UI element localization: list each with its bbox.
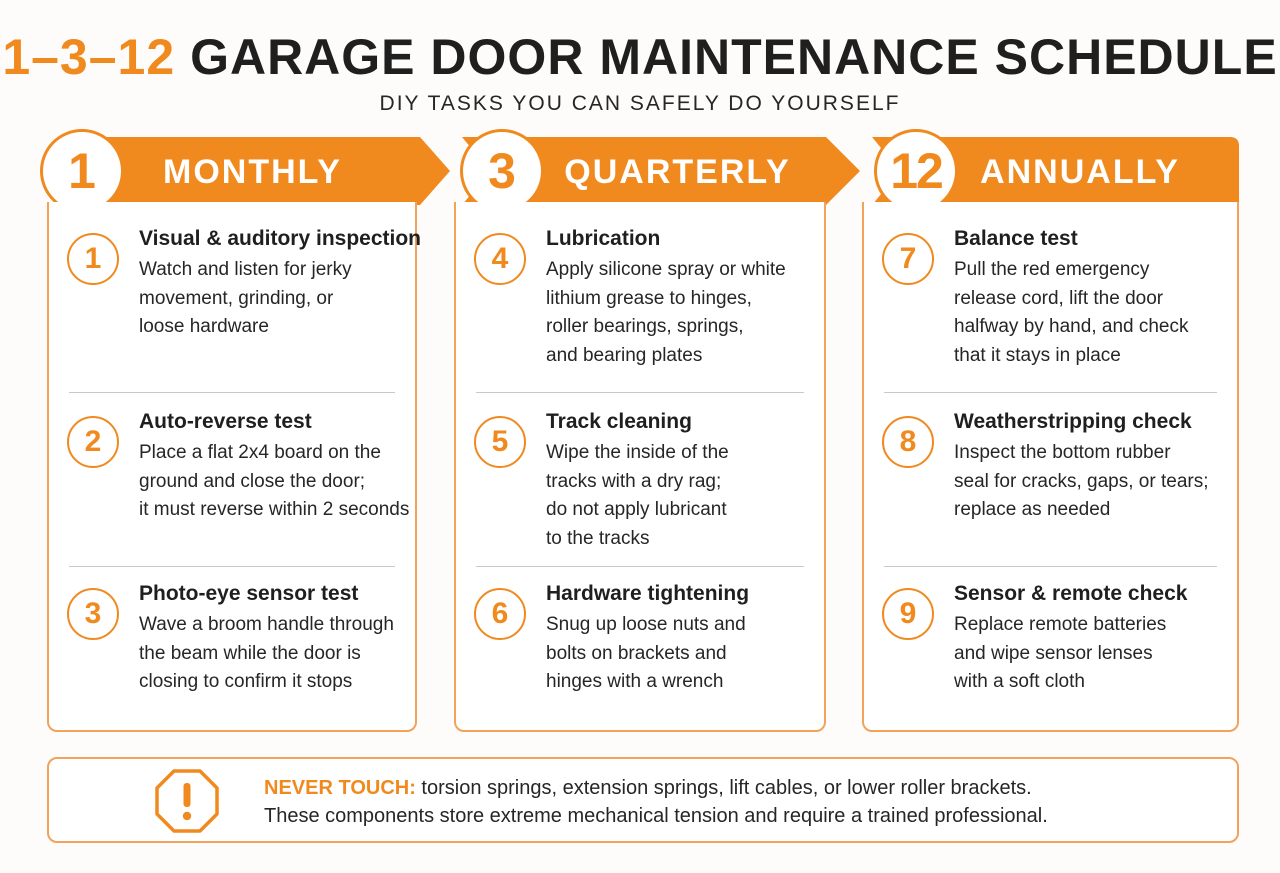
task-line: tracks with a dry rag;	[546, 470, 722, 492]
task-number: 8	[882, 416, 934, 468]
title-main: GARAGE DOOR MAINTENANCE SCHEDULE	[190, 29, 1278, 85]
task-description	[139, 256, 413, 342]
task-line: hinges with a wrench	[546, 671, 724, 693]
title-accent: 1–3–12	[2, 29, 176, 85]
task-number: 9	[882, 588, 934, 640]
warning-box	[47, 757, 1239, 843]
task-number: 5	[474, 416, 526, 468]
task-number: 4	[474, 233, 526, 285]
task-description	[139, 439, 413, 525]
exclamation-octagon-icon	[154, 768, 220, 834]
task-title: Auto-reverse test	[139, 410, 312, 433]
task-line: Apply silicone spray or white	[546, 259, 786, 280]
task-line: ground and close the door;	[139, 470, 366, 492]
task-line: to the tracks	[546, 527, 650, 549]
task-line: lithium grease to hinges,	[546, 287, 752, 309]
task-description	[954, 439, 1235, 525]
task-title: Hardware tightening	[546, 582, 750, 605]
task-divider	[884, 566, 1217, 567]
task-line: and bearing plates	[546, 344, 703, 366]
warning-line-1	[264, 777, 1032, 800]
task-description	[546, 439, 822, 553]
task-line: Place a flat 2x4 board on the	[139, 442, 381, 463]
task-title: Photo-eye sensor test	[139, 582, 359, 605]
section-label-annually: ANNUALLY	[980, 153, 1180, 191]
task-description	[546, 611, 822, 697]
task-line: Wipe the inside of the	[546, 442, 729, 463]
task-number: 1	[67, 233, 119, 285]
warning-text: torsion springs, extension springs, lift cables, or lower roller brackets.	[415, 777, 1032, 799]
task-line: the beam while the door is	[139, 642, 361, 664]
page-title	[0, 28, 1280, 86]
task-line: Snug up loose nuts and	[546, 614, 746, 635]
section-quarterly	[454, 202, 826, 732]
section-number-monthly: 1	[40, 129, 124, 213]
warning-label: NEVER TOUCH:	[264, 777, 416, 799]
task-line: loose hardware	[139, 316, 269, 338]
task-number: 3	[67, 588, 119, 640]
task-divider	[476, 566, 804, 567]
task-line: closing to confirm it stops	[139, 671, 353, 693]
task-title: Visual & auditory inspection	[139, 227, 422, 250]
task-line: movement, grinding, or	[139, 287, 334, 309]
task-title: Track cleaning	[546, 410, 692, 433]
section-label-quarterly: QUARTERLY	[564, 153, 791, 191]
task-description	[139, 611, 413, 697]
task-line: Watch and listen for jerky	[139, 259, 352, 280]
section-label-monthly: MONTHLY	[163, 153, 342, 191]
task-number: 7	[882, 233, 934, 285]
task-description	[546, 256, 822, 370]
task-line: seal for cracks, gaps, or tears;	[954, 470, 1209, 492]
task-line: roller bearings, springs,	[546, 316, 744, 338]
task-line: halfway by hand, and check	[954, 316, 1189, 338]
task-description	[954, 256, 1235, 370]
section-annually	[862, 202, 1239, 732]
task-line: and wipe sensor lenses	[954, 642, 1153, 664]
task-line: Inspect the bottom rubber	[954, 442, 1171, 463]
task-title: Sensor & remote check	[954, 582, 1188, 605]
task-divider	[69, 392, 395, 393]
task-title: Weatherstripping check	[954, 410, 1192, 433]
task-divider	[69, 566, 395, 567]
section-number-annually: 12	[874, 129, 958, 213]
task-line: bolts on brackets and	[546, 642, 727, 664]
task-title: Balance test	[954, 227, 1078, 250]
task-number: 2	[67, 416, 119, 468]
task-line: replace as needed	[954, 499, 1111, 521]
warning-line-2: These components store extreme mechanical tension and require a trained professional.	[264, 805, 1048, 827]
section-number-quarterly: 3	[460, 129, 544, 213]
section-monthly	[47, 202, 422, 732]
task-description	[954, 611, 1235, 697]
task-line: with a soft cloth	[954, 671, 1085, 693]
task-divider	[476, 392, 804, 393]
task-line: it must reverse within 2 seconds	[139, 499, 410, 521]
task-line: Wave a broom handle through	[139, 614, 394, 635]
task-line: Replace remote batteries	[954, 614, 1167, 635]
task-line: release cord, lift the door	[954, 287, 1164, 309]
task-title: Lubrication	[546, 227, 661, 250]
task-number: 6	[474, 588, 526, 640]
task-line: that it stays in place	[954, 344, 1121, 366]
task-line: Pull the red emergency	[954, 259, 1150, 280]
page-subtitle: DIY TASKS YOU CAN SAFELY DO YOURSELF	[379, 92, 901, 115]
task-line: do not apply lubricant	[546, 499, 727, 521]
task-divider	[884, 392, 1217, 393]
